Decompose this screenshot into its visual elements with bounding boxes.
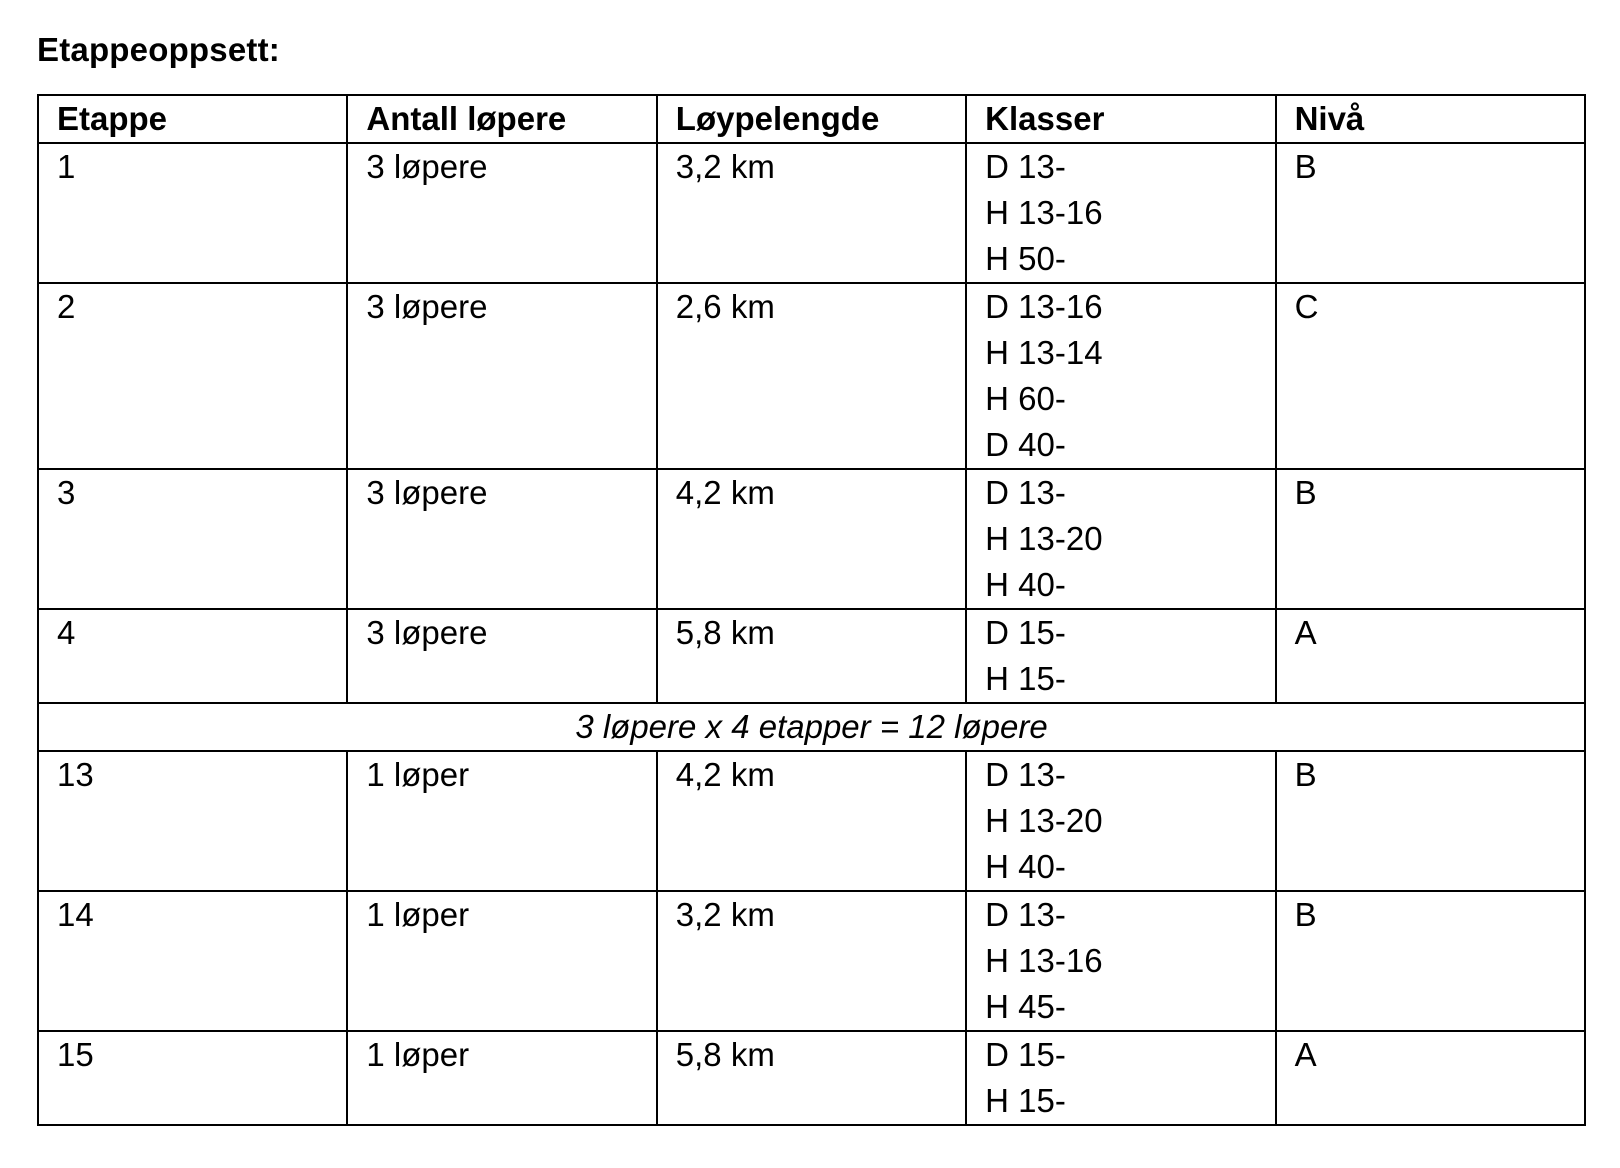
antall-cell: 1 løper [347,1031,656,1125]
antall-cell: 1 løper [347,751,656,891]
niva-cell: B [1276,891,1585,1031]
header-loypelengde: Løypelengde [657,95,966,143]
class-item: H 50- [985,240,1066,277]
table-header-row [38,95,1585,143]
table-row [38,283,1585,469]
stage-table [37,94,1586,1126]
etappe-cell: 4 [38,609,347,703]
niva-cell: C [1276,283,1585,469]
class-item: H 13-14 [985,334,1103,371]
klasser-cell [966,1031,1275,1125]
niva-cell: B [1276,751,1585,891]
etappe-cell: 13 [38,751,347,891]
lengde-cell: 4,2 km [657,751,966,891]
table-body [38,143,1585,1125]
class-item: H 13-16 [985,942,1103,979]
class-item: H 40- [985,566,1066,603]
lengde-cell: 5,8 km [657,1031,966,1125]
niva-cell: A [1276,609,1585,703]
table-row [38,143,1585,283]
class-item: D 13- [985,148,1066,185]
class-item: D 13- [985,474,1066,511]
class-item: H 13-16 [985,194,1103,231]
lengde-cell: 4,2 km [657,469,966,609]
niva-cell: A [1276,1031,1585,1125]
table-row [38,751,1585,891]
class-item: D 13-16 [985,288,1103,325]
header-antall-lopere: Antall løpere [347,95,656,143]
antall-cell: 3 løpere [347,283,656,469]
klasser-cell [966,609,1275,703]
class-item: D 40- [985,426,1066,463]
antall-cell: 3 løpere [347,469,656,609]
lengde-cell: 2,6 km [657,283,966,469]
summary-row [38,703,1585,751]
header-etappe: Etappe [38,95,347,143]
klasser-cell [966,751,1275,891]
lengde-cell: 5,8 km [657,609,966,703]
header-klasser: Klasser [966,95,1275,143]
page-title: Etappeoppsett: [37,31,280,68]
document-page [37,30,1587,1126]
klasser-cell [966,143,1275,283]
lengde-cell: 3,2 km [657,143,966,283]
etappe-cell: 3 [38,469,347,609]
class-item: D 13- [985,896,1066,933]
class-item: H 15- [985,660,1066,697]
class-item: D 13- [985,756,1066,793]
table-row [38,1031,1585,1125]
class-item: H 13-20 [985,802,1103,839]
table-row [38,609,1585,703]
class-item: H 60- [985,380,1066,417]
header-niva: Nivå [1276,95,1585,143]
lengde-cell: 3,2 km [657,891,966,1031]
klasser-cell [966,891,1275,1031]
niva-cell: B [1276,469,1585,609]
table-row [38,469,1585,609]
class-item: H 45- [985,988,1066,1025]
class-item: H 15- [985,1082,1066,1119]
etappe-cell: 14 [38,891,347,1031]
class-item: H 13-20 [985,520,1103,557]
etappe-cell: 2 [38,283,347,469]
klasser-cell [966,283,1275,469]
etappe-cell: 1 [38,143,347,283]
antall-cell: 3 løpere [347,143,656,283]
table-row [38,891,1585,1031]
klasser-cell [966,469,1275,609]
niva-cell: B [1276,143,1585,283]
summary-text: 3 løpere x 4 etapper = 12 løpere [38,703,1585,751]
etappe-cell: 15 [38,1031,347,1125]
class-item: H 40- [985,848,1066,885]
class-item: D 15- [985,1036,1066,1073]
antall-cell: 1 løper [347,891,656,1031]
class-item: D 15- [985,614,1066,651]
antall-cell: 3 løpere [347,609,656,703]
